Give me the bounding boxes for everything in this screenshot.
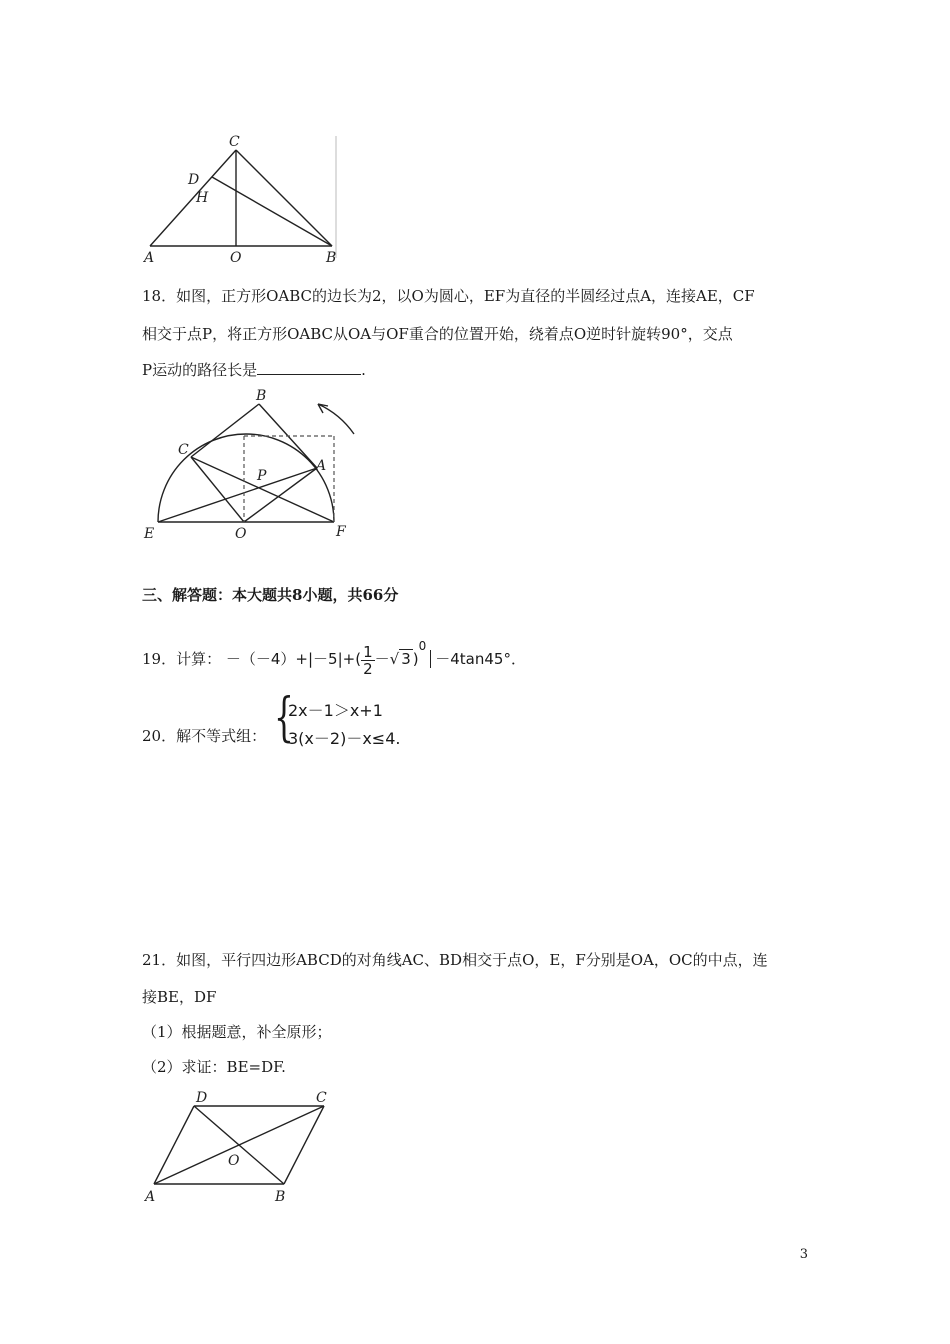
label-d: D — [188, 172, 200, 188]
q18-line3-suffix: . — [361, 361, 366, 379]
label-c: C — [316, 1090, 327, 1106]
q19-prefix: 19．计算： — [142, 650, 222, 668]
q19-expr-start: －（－4）+|－5|+ — [225, 650, 356, 668]
q21-part2: （2）求证：BE=DF. — [142, 1058, 286, 1076]
q19-frac-den: 2 — [363, 659, 373, 678]
q19-fraction — [361, 644, 375, 677]
q19-minus: － — [374, 650, 390, 668]
q20-suffix: . — [395, 729, 401, 748]
label-b: B — [256, 388, 267, 404]
label-o: O — [235, 526, 247, 542]
label-p: P — [257, 468, 267, 484]
page-number: 3 — [799, 1247, 808, 1262]
label-a: A — [144, 250, 155, 266]
label-e: E — [144, 526, 155, 542]
label-o: O — [228, 1153, 240, 1169]
q19-frac-num: 1 — [363, 642, 373, 661]
label-a: A — [316, 458, 327, 474]
label-c: C — [229, 134, 240, 150]
q18-line3-prefix: P运动的路径长是 — [142, 361, 258, 379]
q21-part1: （1）根据题意，补全原形； — [142, 1023, 332, 1041]
q19-expr-end: －4tan45°． — [430, 650, 526, 668]
q20-prefix: 20．解不等式组： — [142, 727, 267, 745]
q21-line1: 21．如图，平行四边形ABCD的对角线AC、BD相交于点O，E，F分别是OA，OC的中点，连 — [142, 951, 768, 969]
label-b: B — [326, 250, 337, 266]
q18-line1: 18．如图，正方形OABC的边长为2，以O为圆心，EF为直径的半圆经过点A，连接AE，CF — [142, 287, 755, 305]
figure-triangle-abc — [140, 130, 350, 270]
q19-sqrt-arg: 3 — [401, 650, 411, 668]
label-h: H — [196, 190, 209, 206]
label-o: O — [230, 250, 242, 266]
q19-exponent: 0 — [418, 639, 427, 653]
figure-semicircle-square — [140, 386, 370, 546]
label-b: B — [275, 1189, 286, 1205]
answer-blank[interactable] — [257, 360, 361, 375]
label-f: F — [336, 524, 346, 540]
q21-line2: 接BE，DF — [142, 988, 217, 1006]
q20-ineq2 — [288, 726, 400, 749]
label-d: D — [196, 1090, 208, 1106]
label-c: C — [178, 442, 189, 458]
q18-line2: 相交于点P，将正方形OABC从OA与OF重合的位置开始，绕着点O逆时针旋转90°，交点 — [142, 325, 733, 343]
q19-line: 19．计算： －（－4）+|－5|+( $\frac{1}{2}$ －√ 3 )$^0$－4tan45°． — [142, 639, 526, 678]
section-heading: 三、解答题：本大题共8小题，共66分 — [142, 586, 399, 604]
q20-ineq2-text: 3(x－2)－x≤4 — [288, 729, 396, 748]
q18-line3 — [142, 360, 366, 380]
figure-parallelogram — [140, 1086, 340, 1210]
label-a: A — [145, 1189, 156, 1205]
q20-ineq1: 2x－1＞x+1 — [288, 701, 383, 720]
